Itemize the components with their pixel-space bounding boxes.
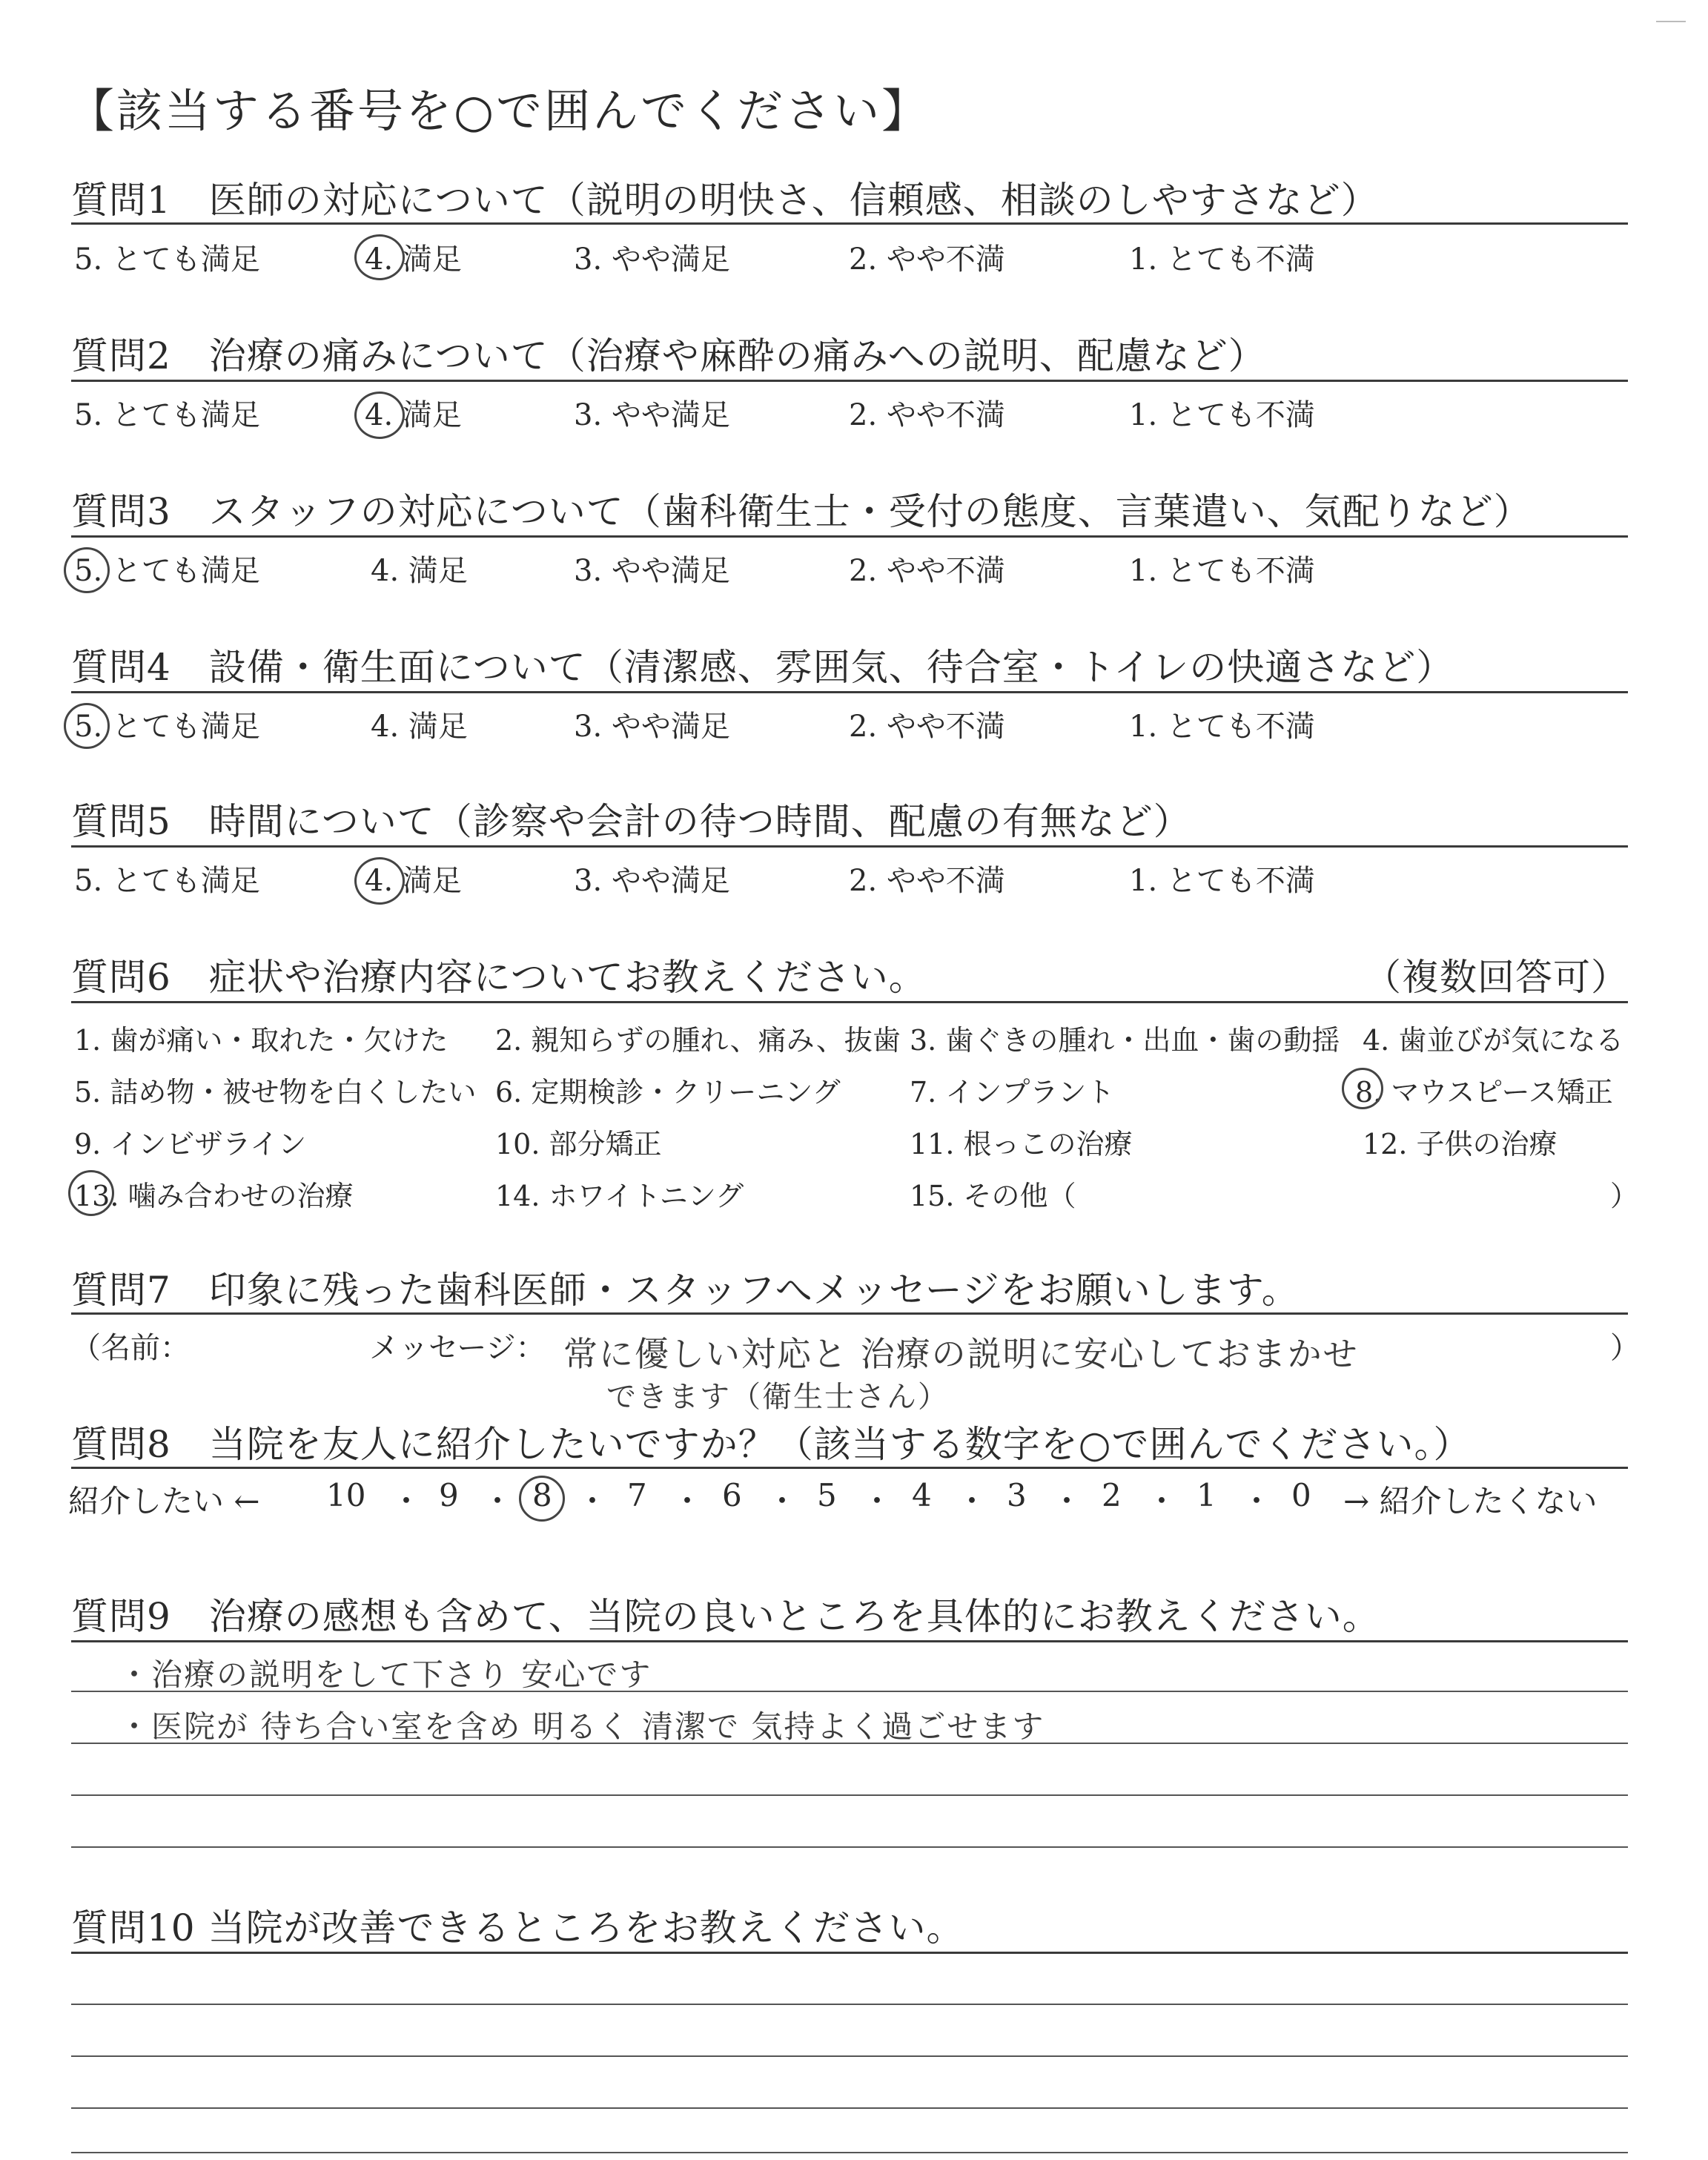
q2-option-5[interactable]: 5. とても満足	[74, 398, 260, 432]
corner-mark	[1656, 21, 1686, 22]
q3-rule	[71, 535, 1628, 538]
q4-option-4[interactable]: 4. 満足	[371, 710, 468, 744]
q2-option-2[interactable]: 2. やや不満	[849, 398, 1005, 432]
q8-dot-8: ・	[1051, 1483, 1083, 1519]
q9-line-1	[71, 1691, 1628, 1692]
q6-choice-15[interactable]: 15. その他（	[910, 1180, 1076, 1212]
q8-scale-5[interactable]: 5	[817, 1477, 837, 1513]
q5-option-3[interactable]: 3. やや満足	[574, 864, 730, 898]
q10-line-2	[71, 2055, 1628, 2057]
q9-title: 質問9 治療の感想も含めて、当院の良いところを具体的にお教えください。	[71, 1595, 1380, 1638]
q6-title: 質問6 症状や治療内容についてお教えください。	[71, 956, 927, 999]
q2-option-1[interactable]: 1. とても不満	[1129, 398, 1315, 432]
q3-option-5[interactable]: 5. とても満足	[74, 554, 260, 588]
q7-close-paren: ）	[1610, 1331, 1640, 1365]
q8-right-label: → 紹介したくない	[1343, 1483, 1598, 1519]
q6-rule	[71, 1001, 1628, 1003]
q7-message-line1[interactable]: 常に優しい対応と 治療の説明に安心しておまかせ	[563, 1334, 1359, 1374]
q7-rule	[71, 1312, 1628, 1315]
q10-rule	[71, 1952, 1628, 1954]
q5-option-5[interactable]: 5. とても満足	[74, 864, 260, 898]
q2-title: 質問2 治療の痛みについて（治療や麻酔の痛みへの説明、配慮など）	[71, 334, 1266, 377]
q5-option-2[interactable]: 2. やや不満	[849, 864, 1005, 898]
q8-dot-9: ・	[1146, 1483, 1178, 1519]
q8-scale-9[interactable]: 9	[439, 1477, 459, 1513]
q9-rule	[71, 1640, 1628, 1642]
q8-scale-4[interactable]: 4	[912, 1477, 932, 1513]
q7-message-line2[interactable]: できます（衛生士さん）	[606, 1380, 949, 1414]
form-heading: 【該当する番号を○で囲んでください】	[68, 84, 930, 138]
q8-dot-10: ・	[1241, 1483, 1273, 1519]
q8-scale-1[interactable]: 1	[1196, 1477, 1217, 1513]
q9-line-3	[71, 1794, 1628, 1796]
q10-line-4	[71, 2152, 1628, 2153]
q1-option-1[interactable]: 1. とても不満	[1129, 242, 1315, 277]
q3-selection-circle	[64, 547, 110, 593]
q9-line-2	[71, 1743, 1628, 1744]
q1-option-3[interactable]: 3. やや満足	[574, 242, 730, 277]
q6-choice-6[interactable]: 6. 定期検診・クリーニング	[495, 1076, 841, 1109]
q6-choice-15-close: ）	[1610, 1180, 1639, 1212]
q6-choice-3[interactable]: 3. 歯ぐきの腫れ・出血・歯の動揺	[910, 1024, 1340, 1057]
q4-title: 質問4 設備・衛生面について（清潔感、雰囲気、待合室・トイレの快適さなど）	[71, 646, 1454, 689]
q9-answer-line2[interactable]: ・医院が 待ち合い室を含め 明るく 清潔で 気持よく過ごせます	[119, 1708, 1045, 1745]
q2-rule	[71, 380, 1628, 382]
q8-dot-7: ・	[956, 1483, 988, 1519]
q4-option-5[interactable]: 5. とても満足	[74, 710, 260, 744]
q6-choice-5[interactable]: 5. 詰め物・被せ物を白くしたい	[74, 1076, 477, 1109]
q8-dot-6: ・	[861, 1483, 893, 1519]
q6-choice-13[interactable]: 13. 噛み合わせの治療	[74, 1180, 354, 1212]
q3-title: 質問3 スタッフの対応について（歯科衛生士・受付の態度、言葉遣い、気配りなど）	[71, 490, 1532, 533]
q5-title: 質問5 時間について（診察や会計の待つ時間、配慮の有無など）	[71, 800, 1191, 843]
q3-option-3[interactable]: 3. やや満足	[574, 554, 730, 588]
q8-scale-10[interactable]: 10	[326, 1477, 366, 1513]
q10-line-3	[71, 2107, 1628, 2109]
q2-option-3[interactable]: 3. やや満足	[574, 398, 730, 432]
q3-option-4[interactable]: 4. 満足	[371, 554, 468, 588]
q2-selection-circle	[354, 392, 405, 439]
q6-choice-1[interactable]: 1. 歯が痛い・取れた・欠けた	[74, 1024, 448, 1057]
q10-line-1	[71, 2004, 1628, 2005]
q7-title: 質問7 印象に残った歯科医師・スタッフへメッセージをお願いします。	[71, 1269, 1300, 1312]
q1-rule	[71, 222, 1628, 225]
q6-choice-11[interactable]: 11. 根っこの治療	[910, 1128, 1133, 1160]
q8-dot-5: ・	[767, 1483, 798, 1519]
q5-rule	[71, 845, 1628, 848]
q8-scale-2[interactable]: 2	[1102, 1477, 1122, 1513]
q9-line-4	[71, 1846, 1628, 1848]
q7-message-label: メッセージ：	[369, 1331, 546, 1365]
q6-note: （複数回答可）	[1364, 956, 1629, 999]
q5-option-4[interactable]: 4. 満足	[365, 864, 462, 898]
q6-choice-7[interactable]: 7. インプラント	[910, 1076, 1115, 1109]
q8-dot-3: ・	[577, 1483, 609, 1519]
q8-left-label: 紹介したい ←	[68, 1483, 260, 1519]
q1-option-4[interactable]: 4. 満足	[365, 242, 462, 277]
q6-choice-8-circle	[1342, 1068, 1383, 1109]
q4-rule	[71, 691, 1628, 693]
q4-option-1[interactable]: 1. とても不満	[1129, 710, 1315, 744]
q2-option-4[interactable]: 4. 満足	[365, 398, 462, 432]
q4-option-2[interactable]: 2. やや不満	[849, 710, 1005, 744]
q8-rule	[71, 1467, 1628, 1469]
q8-scale-8[interactable]: 8	[532, 1477, 552, 1513]
q8-dot-2: ・	[482, 1483, 514, 1519]
q7-name-label: （名前：	[71, 1331, 190, 1365]
q10-title: 質問10 当院が改善できるところをお教えください。	[71, 1906, 964, 1949]
q5-option-1[interactable]: 1. とても不満	[1129, 864, 1315, 898]
q8-title: 質問8 当院を友人に紹介したいですか？（該当する数字を○で囲んでください。）	[71, 1423, 1472, 1466]
q1-option-5[interactable]: 5. とても満足	[74, 242, 260, 277]
q8-scale-6[interactable]: 6	[722, 1477, 742, 1513]
q6-choice-12[interactable]: 12. 子供の治療	[1363, 1128, 1558, 1160]
q9-answer-line1[interactable]: ・治療の説明をして下さり 安心です	[119, 1657, 652, 1693]
q8-scale-3[interactable]: 3	[1007, 1477, 1027, 1513]
q8-selection-circle	[519, 1476, 565, 1522]
q6-choice-4[interactable]: 4. 歯並びが気になる	[1363, 1024, 1624, 1057]
q5-selection-circle	[354, 857, 405, 905]
q1-selection-circle	[354, 234, 405, 280]
q4-option-3[interactable]: 3. やや満足	[574, 710, 730, 744]
q3-option-2[interactable]: 2. やや不満	[849, 554, 1005, 588]
q6-choice-10[interactable]: 10. 部分矯正	[495, 1128, 662, 1160]
q3-option-1[interactable]: 1. とても不満	[1129, 554, 1315, 588]
q6-choice-2[interactable]: 2. 親知らずの腫れ、痛み、抜歯	[495, 1024, 901, 1057]
q4-selection-circle	[64, 703, 110, 749]
q6-choice-13-circle	[68, 1170, 114, 1216]
q1-option-2[interactable]: 2. やや不満	[849, 242, 1005, 277]
q8-scale-7[interactable]: 7	[627, 1477, 647, 1513]
q8-scale-0[interactable]: 0	[1291, 1477, 1311, 1513]
q6-choice-8[interactable]: 8. マウスピース矯正	[1355, 1076, 1613, 1109]
q1-title: 質問1 医師の対応について（説明の明快さ、信頼感、相談のしやすさなど）	[71, 179, 1379, 222]
q6-choice-9[interactable]: 9. インビザライン	[74, 1128, 307, 1160]
q8-dot-4: ・	[672, 1483, 704, 1519]
q8-dot-1: ・	[391, 1483, 423, 1519]
q6-choice-14[interactable]: 14. ホワイトニング	[495, 1180, 744, 1212]
